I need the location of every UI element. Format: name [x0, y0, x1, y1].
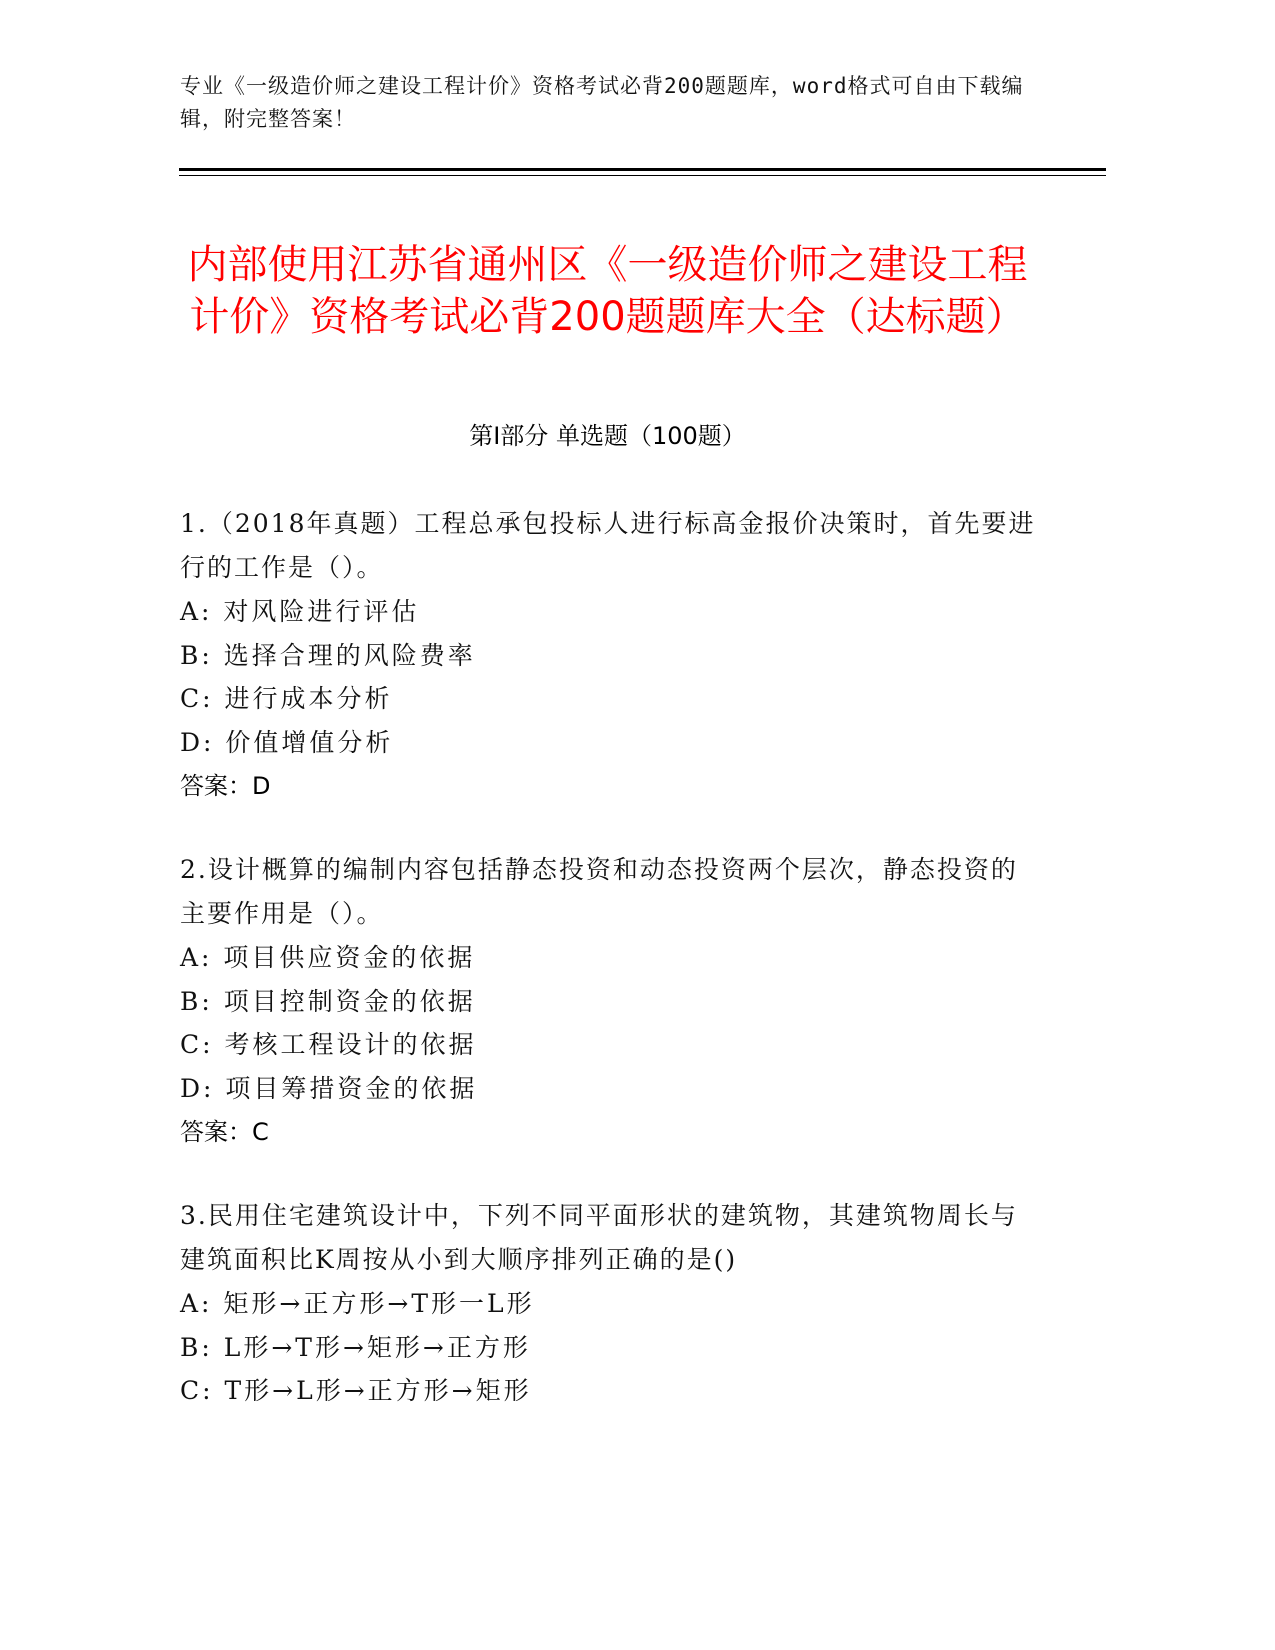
document-title: 内部使用江苏省通州区《一级造价师之建设工程计价》资格考试必背200题题库大全（达标题） [187, 241, 1028, 340]
question-list [180, 502, 1040, 1453]
question-stem: 2.设计概算的编制内容包括静态投资和动态投资两个层次，静态投资的主要作用是（）。 [180, 855, 1018, 928]
header-rule-thick [179, 168, 1106, 171]
question-1 [180, 502, 1040, 808]
option-d: D: 价值增值分析 [180, 727, 394, 757]
section-heading: 第I部分 单选题（100题） [469, 422, 746, 450]
option-a: A: 对风险进行评估 [180, 597, 420, 626]
option-b: B: L形→T形→矩形→正方形 [180, 1332, 531, 1362]
question-2 [180, 848, 1040, 1154]
option-b: B: 选择合理的风险费率 [180, 640, 476, 670]
question-stem: 1.（2018年真题）工程总承包投标人进行标高金报价决策时，首先要进行的工作是（）。 [180, 509, 1036, 582]
header-note: 专业《一级造价师之建设工程计价》资格考试必背200题题库，word格式可自由下载编辑，附完整答案！ [180, 74, 1024, 131]
option-d: D: 项目筹措资金的依据 [180, 1073, 478, 1103]
option-c: C: 考核工程设计的依据 [180, 1030, 477, 1059]
option-a: A: 项目供应资金的依据 [180, 943, 476, 972]
question-3 [180, 1194, 1040, 1413]
header-rule-thin [179, 175, 1106, 176]
answer-line: 答案：C [180, 1118, 269, 1146]
question-stem: 3.民用住宅建筑设计中，下列不同平面形状的建筑物，其建筑物周长与建筑面积比K周按从小到大顺序排列正确的是() [180, 1201, 1018, 1274]
option-b: B: 项目控制资金的依据 [180, 986, 476, 1016]
answer-line: 答案：D [180, 772, 271, 800]
option-a: A: 矩形→正方形→T形一L形 [180, 1289, 535, 1318]
option-c: C: T形→L形→正方形→矩形 [180, 1376, 532, 1405]
option-c: C: 进行成本分析 [180, 684, 393, 713]
